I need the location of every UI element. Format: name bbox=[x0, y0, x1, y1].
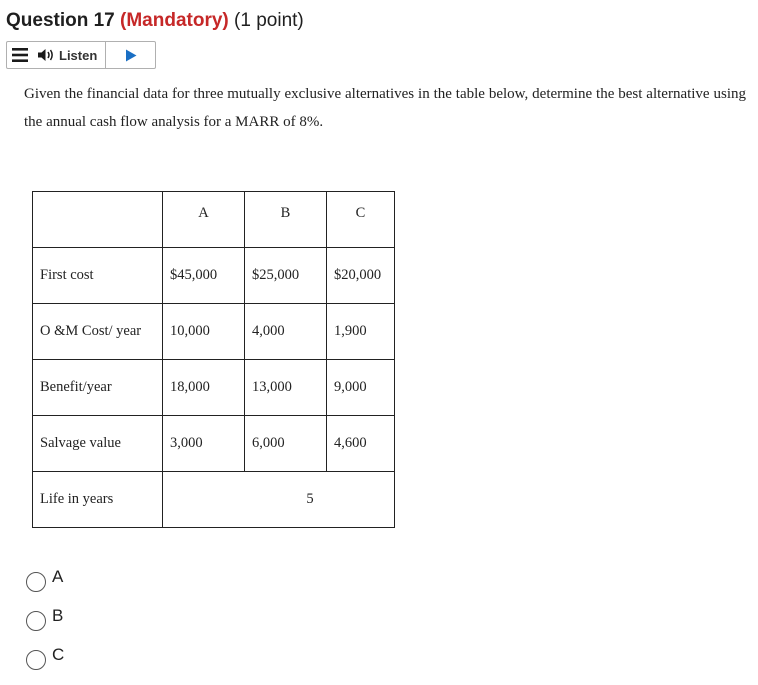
table-cell: 10,000 bbox=[163, 304, 245, 360]
row-label: First cost bbox=[33, 248, 163, 304]
table-row bbox=[33, 304, 395, 360]
question-number: Question 17 bbox=[6, 10, 115, 31]
menu-button[interactable] bbox=[7, 42, 33, 68]
option-b[interactable] bbox=[26, 599, 64, 638]
table-cell: $25,000 bbox=[245, 248, 327, 304]
radio-button[interactable] bbox=[26, 611, 46, 631]
listen-label: Listen bbox=[59, 47, 98, 63]
option-label: C bbox=[52, 644, 65, 664]
table-cell: 18,000 bbox=[163, 360, 245, 416]
table-header-row bbox=[33, 192, 395, 248]
radio-button[interactable] bbox=[26, 650, 46, 670]
table-cell: 4,600 bbox=[327, 416, 395, 472]
option-c[interactable] bbox=[26, 638, 64, 677]
play-button[interactable] bbox=[106, 42, 155, 68]
life-value-cell: 5 bbox=[163, 472, 395, 528]
header-label-a: A bbox=[198, 205, 209, 221]
table-row bbox=[33, 416, 395, 472]
row-label: O &M Cost/ year bbox=[33, 304, 163, 360]
hamburger-menu-icon bbox=[12, 48, 28, 62]
table-header-cell bbox=[163, 192, 245, 248]
table-cell: 13,000 bbox=[245, 360, 327, 416]
table-row bbox=[33, 360, 395, 416]
option-label: A bbox=[52, 566, 64, 586]
option-label: B bbox=[52, 605, 64, 625]
row-label: Life in years bbox=[33, 472, 163, 528]
listen-button[interactable] bbox=[33, 42, 106, 68]
table-header-cell bbox=[33, 192, 163, 248]
readspeaker-toolbar bbox=[6, 41, 156, 69]
header-label-c: C bbox=[355, 205, 366, 221]
table-cell: 1,900 bbox=[327, 304, 395, 360]
row-label: Benefit/year bbox=[33, 360, 163, 416]
table-cell: $20,000 bbox=[327, 248, 395, 304]
option-a[interactable] bbox=[26, 560, 64, 599]
radio-button[interactable] bbox=[26, 572, 46, 592]
table-cell: $45,000 bbox=[163, 248, 245, 304]
mandatory-label: (Mandatory) bbox=[120, 10, 229, 31]
question-title bbox=[6, 9, 304, 33]
question-prompt: Given the financial data for three mutually exclusive alternatives in the table below, determine the best alternative using the annual cash flow analysis for a MARR of 8%. bbox=[24, 86, 746, 130]
financial-data-table bbox=[32, 191, 395, 528]
table-cell: 9,000 bbox=[327, 360, 395, 416]
header-label-b: B bbox=[280, 205, 291, 221]
answer-options bbox=[26, 560, 64, 677]
table-header-cell bbox=[327, 192, 395, 248]
play-icon bbox=[125, 49, 137, 62]
table-cell: 4,000 bbox=[245, 304, 327, 360]
speaker-icon bbox=[37, 48, 55, 62]
points-label: (1 point) bbox=[234, 10, 304, 31]
table-cell: 3,000 bbox=[163, 416, 245, 472]
table-row bbox=[33, 472, 395, 528]
table-cell: 6,000 bbox=[245, 416, 327, 472]
table-header-cell bbox=[245, 192, 327, 248]
table-row bbox=[33, 248, 395, 304]
row-label: Salvage value bbox=[33, 416, 163, 472]
